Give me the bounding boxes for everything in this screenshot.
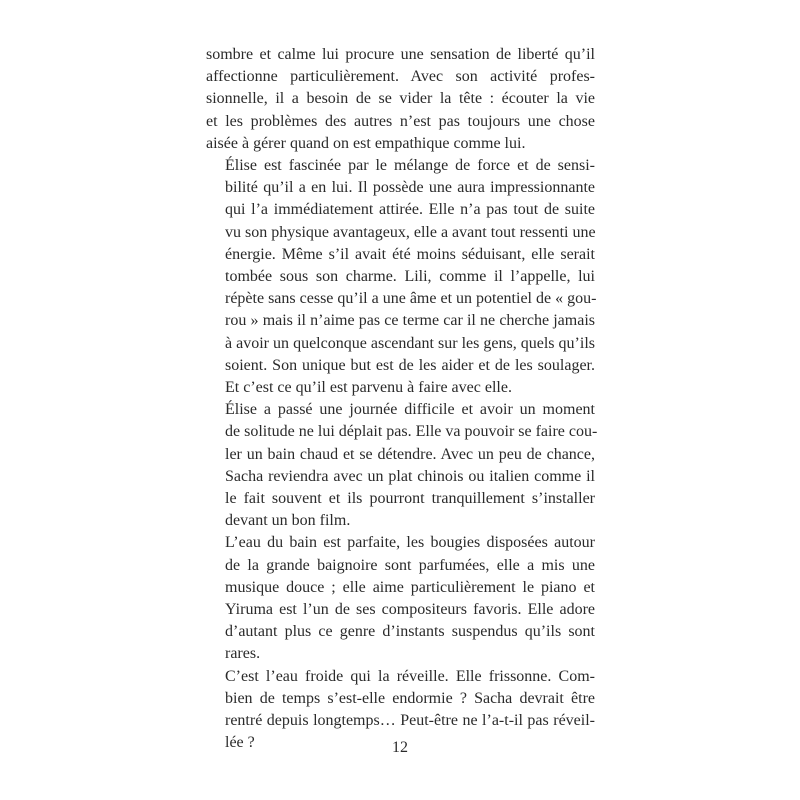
text-line: soient. Son unique but est de les aider et de les soulager. <box>225 356 595 374</box>
text-line: répète sans cesse qu’il a une âme et un potentiel de « gou- <box>225 290 597 308</box>
text-line: de la grande baignoire sont parfumées, elle a mis une <box>225 556 595 574</box>
text-line: sombre et calme lui procure une sensation de liberté qu’il <box>206 46 595 63</box>
text-line: Sacha reviendra avec un plat chinois ou italien comme il <box>225 467 595 485</box>
text-line: et les problèmes des autres n’est pas toujours une chose <box>206 112 595 130</box>
paragraph <box>206 155 595 399</box>
text-line: sionnelle, il a besoin de se vider la tête : écouter la vie <box>206 90 595 108</box>
text-line: Yiruma est l’un de ses compositeurs favoris. Elle adore <box>225 601 595 619</box>
text-line: lée ? <box>225 734 255 752</box>
text-line: énergie. Même s’il avait été moins séduisant, elle serait <box>225 245 595 263</box>
text-line: vu son physique avantageux, elle a avant tout ressenti une <box>225 223 596 241</box>
text-line: rentré depuis longtemps… Peut-être ne l’a-t-il pas réveil- <box>225 712 595 730</box>
text-line: Élise a passé une journée difficile et avoir un moment <box>225 401 595 419</box>
text-line: rares. <box>225 645 261 663</box>
text-line: C’est l’eau froide qui la réveille. Elle frissonne. Com- <box>225 667 595 685</box>
text-line: le fait souvent et ils pourront tranquillement s’installer <box>225 490 595 508</box>
text-line: qui l’a immédiatement attirée. Elle n’a pas tout de suite <box>225 201 595 219</box>
text-line: affectionne particulièrement. Avec son activité profes- <box>206 68 595 86</box>
text-line: bilité qu’il a en lui. Il possède une aura impressionnante <box>225 179 595 197</box>
text-line: aisée à gérer quand on est empathique comme lui. <box>206 134 526 152</box>
text-line: rou » mais il n’aime pas ce terme car il ne cherche jamais <box>225 312 595 330</box>
page-number: 12 <box>392 739 408 756</box>
paragraph <box>206 44 595 155</box>
page-body <box>206 44 598 755</box>
paragraph <box>206 532 595 665</box>
text-line: musique douce ; elle aime particulièrement le piano et <box>225 578 595 596</box>
paragraph <box>206 399 598 532</box>
text-line: de solitude ne lui déplait pas. Elle va pouvoir se faire cou- <box>225 423 598 441</box>
text-line: tombée sous son charme. Lili, comme il l’appelle, lui <box>225 268 595 286</box>
text-line: devant un bon film. <box>225 512 351 530</box>
text-line: Et c’est ce qu’il est parvenu à faire avec elle. <box>225 379 512 397</box>
text-line: d’autant plus ce genre d’instants suspendus qu’ils sont <box>225 623 595 641</box>
text-line: à avoir un quelconque ascendant sur les gens, quels qu’ils <box>225 334 595 352</box>
text-line: L’eau du bain est parfaite, les bougies disposées autour <box>225 534 595 552</box>
text-line: bien de temps s’est-elle endormie ? Sacha devrait être <box>225 689 595 707</box>
text-line: Élise est fascinée par le mélange de force et de sensi- <box>225 157 595 175</box>
text-line: ler un bain chaud et se détendre. Avec un peu de chance, <box>225 445 595 463</box>
